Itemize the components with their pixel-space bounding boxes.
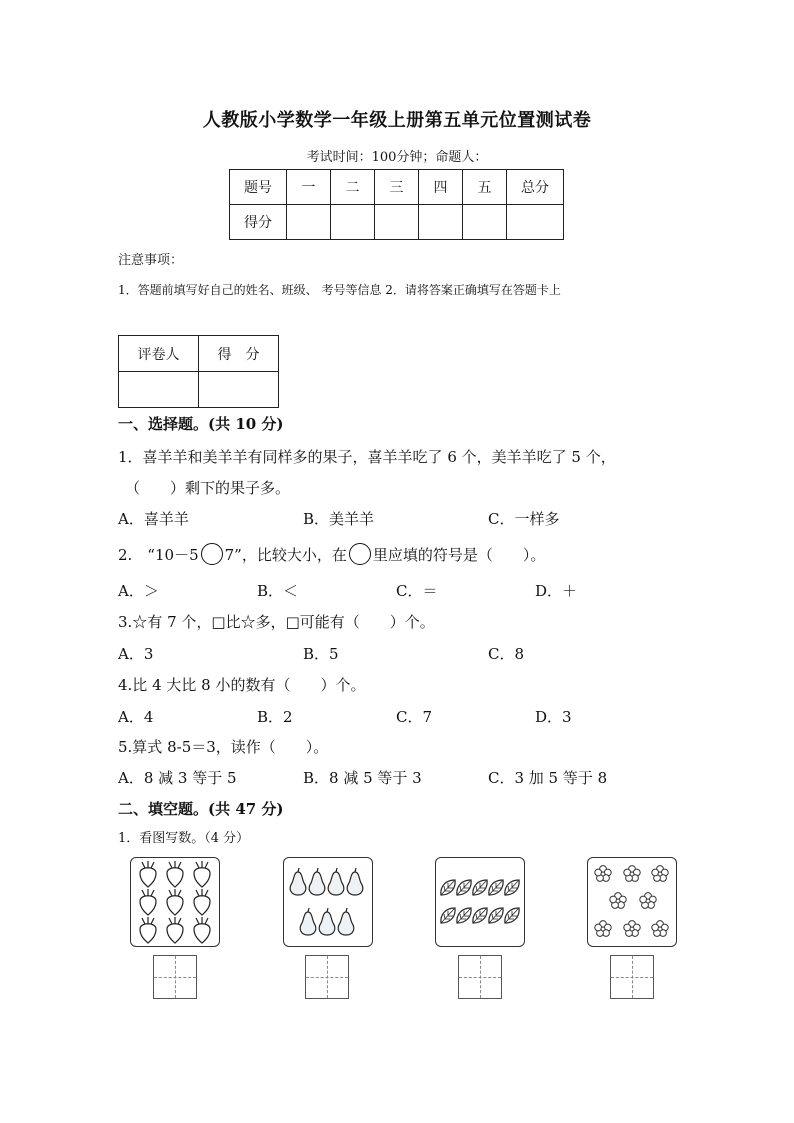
question-2: [118, 543, 545, 565]
pear-picture: [283, 857, 373, 947]
radish-picture: [130, 857, 220, 947]
option-c[interactable]: C．8: [488, 645, 525, 663]
answer-box[interactable]: [153, 955, 197, 999]
score-header-cell: 四: [419, 170, 463, 205]
answer-box[interactable]: [305, 955, 349, 999]
option-d[interactable]: D．3: [535, 708, 572, 726]
option-b[interactable]: B．5: [303, 645, 339, 663]
option-a[interactable]: A．4: [118, 708, 154, 726]
radish-icon: [131, 858, 219, 946]
option-b[interactable]: B．2: [257, 708, 293, 726]
notes-line: 1．答题前填写好自己的姓名、班级、 考号等信息 2．请将答案正确填写在答题卡上: [118, 283, 561, 297]
score-header-cell: 五: [463, 170, 507, 205]
question-5: 5.算式 8-5＝3，读作（ ）。: [118, 738, 329, 756]
section-heading: 二、填空题。(共 47 分): [118, 800, 284, 818]
option-b[interactable]: B．8 减 5 等于 3: [303, 769, 422, 787]
option-a[interactable]: A．8 减 3 等于 5: [118, 769, 237, 787]
score-cell[interactable]: [507, 205, 564, 240]
answer-box[interactable]: [610, 955, 654, 999]
question-2-part: 2. “10－5: [118, 546, 199, 564]
score-label: 得 分: [199, 336, 279, 372]
grader-table: [118, 335, 279, 408]
leaf-icon: [436, 858, 524, 946]
circle-blank-icon: [201, 543, 223, 565]
score-row-label: 得分: [230, 205, 287, 240]
score-cell[interactable]: [287, 205, 331, 240]
option-b[interactable]: B．＜: [257, 582, 299, 600]
score-cell[interactable]: [463, 205, 507, 240]
question-2-part: 里应填的符号是（ ）。: [372, 546, 546, 564]
option-c[interactable]: C．3 加 5 等于 8: [488, 769, 608, 787]
notes-heading: 注意事项：: [118, 253, 184, 268]
option-b[interactable]: B．美羊羊: [303, 510, 375, 528]
score-header-cell: 三: [375, 170, 419, 205]
circle-blank-icon: [349, 543, 371, 565]
exam-info: 考试时间：100分钟；命题人：: [306, 150, 488, 165]
score-header-cell: 一: [287, 170, 331, 205]
score-header-cell: 总分: [507, 170, 564, 205]
question-4: 4.比 4 大比 8 小的数有（ ）个。: [118, 676, 366, 694]
question-fill-1: 1．看图写数。（4 分）: [118, 831, 250, 846]
grader-label: 评卷人: [119, 336, 199, 372]
score-header-cell: 二: [331, 170, 375, 205]
option-d[interactable]: D．＋: [535, 582, 578, 600]
option-c[interactable]: C．7: [396, 708, 433, 726]
score-cell[interactable]: [419, 205, 463, 240]
flower-icon: [588, 858, 676, 946]
grader-score-cell[interactable]: [199, 372, 279, 408]
flower-picture: [587, 857, 677, 947]
question-2-part: 7”，比较大小，在: [224, 546, 347, 564]
page-title: 人教版小学数学一年级上册第五单元位置测试卷: [202, 110, 592, 131]
grader-cell[interactable]: [119, 372, 199, 408]
question-1: 1．喜羊羊和美羊羊有同样多的果子，喜羊羊吃了 6 个，美羊羊吃了 5 个，: [118, 448, 616, 466]
leaf-picture: [435, 857, 525, 947]
section-heading: 一、选择题。(共 10 分): [118, 415, 284, 433]
option-a[interactable]: A．喜羊羊: [118, 510, 189, 528]
score-table: [229, 169, 564, 240]
score-cell[interactable]: [331, 205, 375, 240]
question-1-continued: （ ）剩下的果子多。: [125, 479, 291, 497]
option-a[interactable]: A．3: [118, 645, 154, 663]
score-cell[interactable]: [375, 205, 419, 240]
question-3: 3.☆有 7 个，□比☆多，□可能有（ ）个。: [118, 613, 435, 631]
pear-icon: [284, 858, 372, 946]
option-c[interactable]: C．＝: [396, 582, 438, 600]
option-c[interactable]: C．一样多: [488, 510, 560, 528]
answer-box[interactable]: [458, 955, 502, 999]
score-header-cell: 题号: [230, 170, 287, 205]
option-a[interactable]: A．＞: [118, 582, 159, 600]
